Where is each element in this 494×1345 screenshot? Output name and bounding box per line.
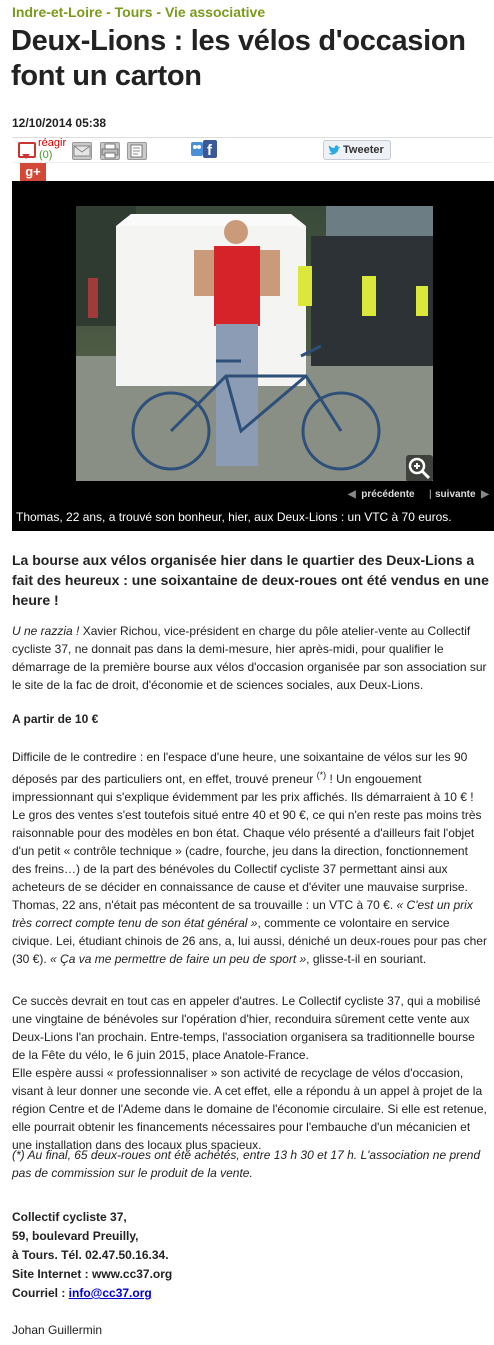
print-icon[interactable] [100, 142, 120, 160]
previous-label: précédente [361, 489, 415, 500]
tweet-label: Tweeter [343, 144, 384, 156]
twitter-bird-icon [328, 145, 341, 156]
previous-photo-link[interactable] [348, 489, 415, 500]
publish-date: 12/10/2014 05:38 [12, 116, 107, 130]
left-arrow-icon: ◀ [348, 489, 356, 500]
article-photo[interactable] [76, 206, 433, 481]
facebook-share-icon[interactable] [191, 140, 217, 158]
paragraph-2 [12, 748, 490, 968]
paragraph-2-b: ! Un engouement impressionnant qui s'explique évidemment par les prix affichés. Ils démarraient à 10 € ! Le gros des ventes s'est toutefois situé entre 40 et 90 €, ce qui n'en reste pas moins très raisonnable pour des modèles en bon état. Chaque vélo présenté a d'ailleurs fait l'objet d'un petit « contrôle technique » (cadre, fourche, jeu dans la direction, fonctionnement des freins…) de la part des bénévoles du Collectif cycliste 37 permettant ainsi aux acheteurs de se décider en connaissance de cause et d'éviter une mauvaise surprise. Thomas, 22 ans, n'était pas mécontent de sa trouvaille : un VTC à 70 €. [12, 772, 482, 912]
next-label: suivante [435, 489, 476, 500]
contact-email-label: Courriel : [12, 1286, 69, 1300]
paragraph-4: Elle espère aussi « professionnaliser » son activité de recyclage de vélos d'occasion, visant à leur donner une seconde vie. A cet effet, elle a répondu à un appel à projet de la région Centre et de l'Ademe dans le domaine de l'économie circulaire. Si elle est retenue, elle pourrait obtenir les financements nécessaires pour l'embauche d'un mécanicien et une installation dans des locaux plus spacieux. [12, 1066, 487, 1152]
paragraph-1-text: Xavier Richou, vice-président en charge du pôle atelier-vente au Collectif cycliste 37, ne donnait pas dans la demi-mesure, hier après-midi, pour qualifier le démarrage de la première bourse aux vélos d'occasion organisée par son association sur le site de la fac de droit, d'économie et de sciences sociales, aux Deux-Lions. [12, 624, 487, 692]
google-plus-icon[interactable]: g+ [20, 163, 46, 181]
contact-email-link[interactable]: info@cc37.org [68, 1286, 152, 1300]
contact-website: Site Internet : www.cc37.org [12, 1267, 173, 1281]
contact-address: 59, boulevard Preuilly, [12, 1229, 139, 1243]
svg-text:f: f [207, 142, 212, 158]
comment-count: (0) [39, 149, 53, 161]
email-icon[interactable] [72, 142, 92, 160]
paragraph-2-c: , commente ce volontaire en service civique. Lei, étudiant chinois de 26 ans, a, lui aussi, déniché un deux-roues pour pas cher (30 €). [12, 916, 487, 966]
contact-email-line [12, 1284, 172, 1303]
comment-icon[interactable] [18, 142, 36, 158]
paragraph-3: Ce succès devrait en tout cas en appeler d'autres. Le Collectif cycliste 37, qui a mobilisé une vingtaine de bénévoles sur l'opération d'hier, reconduira sûrement cette vente aux Deux-Lions l'an prochain. Entre-temps, l'association organisera sa traditionnelle bourse de la Fête du vélo, le 6 juin 2015, place Anatole-France. [12, 994, 481, 1062]
paragraph-2-a: Difficile de le contredire : en l'espace d'une heure, une soixantaine de vélos sur les 90 déposés par des particuliers ont, en effet, trouvé preneur [12, 750, 468, 786]
tweet-button[interactable] [323, 140, 391, 160]
nav-separator: | [429, 489, 432, 500]
footnote-marker: (*) [316, 770, 327, 780]
article-title: Deux-Lions : les vélos d'occasion font un carton [11, 25, 466, 92]
contact-city-phone: à Tours. Tél. 02.47.50.16.34. [12, 1248, 169, 1262]
next-photo-link[interactable] [435, 489, 489, 500]
paragraph-1-intro: U ne razzia ! [12, 624, 80, 638]
article-lead: La bourse aux vélos organisée hier dans le quartier des Deux-Lions a fait des heureux : une soixantaine de deux-roues ont été vendus en une heure ! [12, 552, 489, 608]
quote-lei: « Ça va me permettre de faire un peu de sport » [50, 952, 307, 966]
contact-block [12, 1208, 172, 1303]
reagir-link[interactable]: réagir [38, 137, 67, 149]
contact-name: Collectif cycliste 37, [12, 1210, 127, 1224]
author: Johan Guillermin [12, 1323, 103, 1337]
right-arrow-icon: ▶ [481, 489, 489, 500]
footnote: (*) Au final, 65 deux-roues ont été achetés, entre 13 h 30 et 17 h. L'association ne prend pas de commission sur le produit de la vente. [12, 1148, 481, 1180]
zoom-icon[interactable] [406, 455, 433, 482]
breadcrumb[interactable]: Indre-et-Loire - Tours - Vie associative [12, 4, 266, 20]
text-size-icon[interactable] [127, 142, 147, 160]
subheading: A partir de 10 € [12, 712, 99, 726]
paragraph-2-d: , glisse-t-il en souriant. [306, 952, 427, 966]
photo-caption: Thomas, 22 ans, a trouvé son bonheur, hier, aux Deux-Lions : un VTC à 70 euros. [16, 510, 452, 524]
paragraph-1 [12, 622, 490, 694]
quote-thomas: « C'est un prix très correct compte tenu de son état général » [12, 898, 473, 930]
